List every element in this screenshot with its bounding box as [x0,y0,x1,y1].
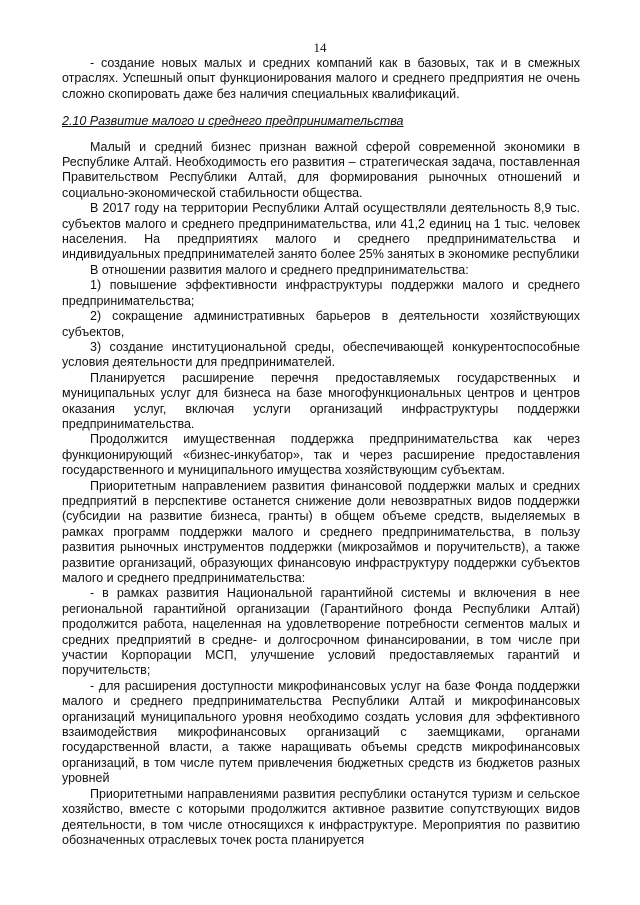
list-item: - для расширения доступности микрофинансовых услуг на базе Фонда поддержки малого и среднего предпринимательства Республики Алтай и микрофинансовых организаций муниципального уровня необходимо создать условия для эффективного взаимодействия микрофинансовых организаций с заемщиками, органами государственной власти, а также наращивать объемы средств микрофинансовых организаций, в том числе путем привлечения бюджетных средств из бюджетов разных уровней [62,678,580,786]
paragraph: Планируется расширение перечня предоставляемых государственных и муниципальных услуг для бизнеса на базе многофункциональных центров и центров оказания услуг, включая услуги организаций инфраструктуры поддержки предпринимательства. [62,370,580,431]
page-number: 14 [313,40,327,55]
paragraph: Продолжится имущественная поддержка предпринимательства как через функционирующий «бизнес-инкубатор», так и через расширение предоставления государственного и муниципального имущества хозяйствующим субъектам. [62,432,580,478]
section-heading: 2.10 Развитие малого и среднего предпринимательства [62,114,404,129]
list-item: 1) повышение эффективности инфраструктуры поддержки малого и среднего предпринимательства; [62,278,580,308]
paragraph: В отношении развития малого и среднего предпринимательства: [90,262,469,277]
list-item: 3) создание институциональной среды, обеспечивающей конкурентоспособные условия деятельности для предпринимателей. [62,339,580,370]
paragraph: Приоритетными направлениями развития республики останутся туризм и сельское хозяйство, вместе с которыми продолжится активное развитие сопутствующих видов деятельности, в том числе относящихся к инфраструктуре. Мероприятия по развитию обозначенных отраслевых точек роста планируется [62,786,580,847]
paragraph: В 2017 году на территории Республики Алтай осуществляли деятельность 8,9 тыс. субъектов малого и среднего предпринимательства, или 41,2 единиц на 1 тыс. человек населения. На предприятиях малого и среднего предпринимательства и индивидуальных предпринимателей занято более 25% занятых в экономике республики [62,201,580,262]
paragraph: - создание новых малых и средних компаний как в базовых, так и в смежных отраслях. Успешный опыт функционирования малого и среднего предприятия не очень сложно скопировать даже без наличия специальных квалификаций. [62,56,580,101]
paragraph: Малый и средний бизнес признан важной сферой современной экономики в Республике Алтай. Необходимость его развития – стратегическая задача, поставленная Правительством Республики Алтай, для формирования рыночных отношений и социально-экономической стабильности общества. [62,139,580,200]
list-item: 2) сокращение административных барьеров в деятельности хозяйствующих субъектов, [62,309,580,339]
paragraph: Приоритетным направлением развития финансовой поддержки малых и средних предприятий в перспективе останется снижение доли невозвратных видов поддержки (субсидии на развитие бизнеса, гранты) в общем объеме средств, выделяемых в рамках программ поддержки малого и среднего предпринимательства, в пользу развития рыночных инструментов поддержки (микрозаймов и поручительств), а также развитие организаций, образующих финансовую инфраструктуру поддержки субъектов малого и среднего предпринимательства: [62,478,580,585]
list-item: - в рамках развития Национальной гарантийной системы и включения в нее региональной гарантийной организации (Гарантийного фонда Республики Алтай) продолжится работа, нацеленная на удовлетворение потребности сегментов малых и средних предприятий в средне- и долгосрочном финансировании, в том числе при участии Корпорации МСП, улучшение условий предоставляемых гарантий и поручительств; [62,586,580,678]
document-body [62,56,580,848]
